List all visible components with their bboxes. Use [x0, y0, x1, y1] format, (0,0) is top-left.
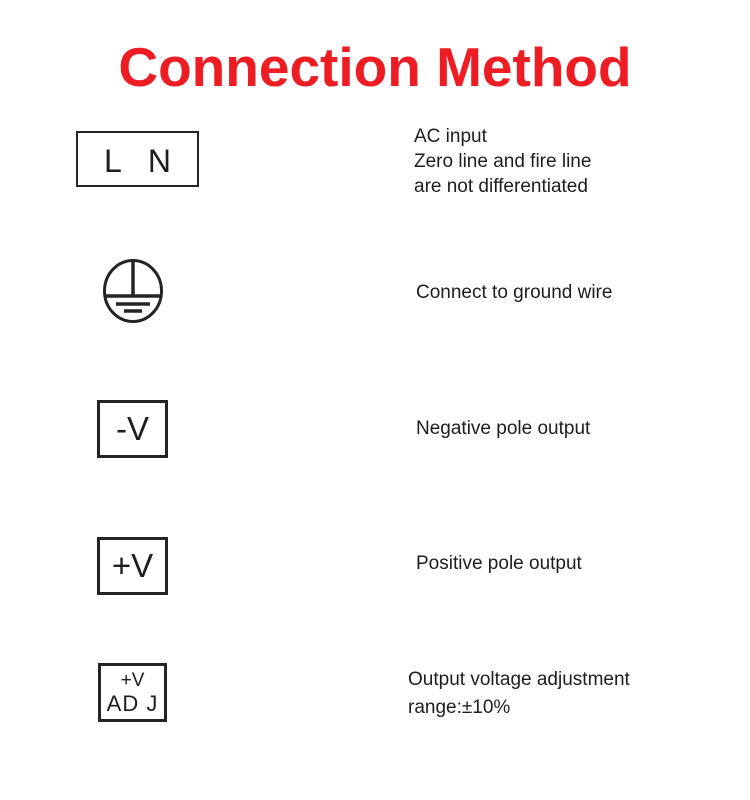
description-line: range:±10%: [408, 697, 511, 718]
description-line: Output voltage adjustment: [408, 669, 630, 690]
positive-description: [416, 551, 582, 576]
description-line: Connect to ground wire: [416, 282, 613, 303]
voltage-adjust-terminal-box: [98, 663, 167, 722]
terminal-adjust-v-label: +V: [120, 669, 145, 691]
description-line: Positive pole output: [416, 553, 582, 574]
positive-terminal-box: [97, 537, 168, 595]
terminal-l-label: L: [104, 143, 122, 179]
terminal-negative-label: -V: [116, 410, 149, 447]
ac-input-terminal-box: [76, 131, 199, 187]
description-line: Negative pole output: [416, 418, 591, 439]
terminal-n-label: N: [147, 143, 171, 179]
negative-terminal-box: [97, 400, 168, 458]
description-line: AC input: [414, 126, 487, 147]
negative-description: [416, 416, 590, 441]
description-line: Zero line and fire line: [414, 151, 592, 172]
figure-title: Connection Method: [118, 36, 632, 98]
voltage-adjust-description: [408, 666, 630, 722]
description-line: are not differentiated: [414, 176, 588, 197]
terminal-positive-label: +V: [111, 547, 154, 584]
terminal-adjust-adj-label: AD J: [106, 690, 159, 716]
ground-description: [416, 280, 612, 305]
ac-input-description: [414, 124, 591, 199]
protective-earth-ground-icon: [102, 258, 164, 324]
